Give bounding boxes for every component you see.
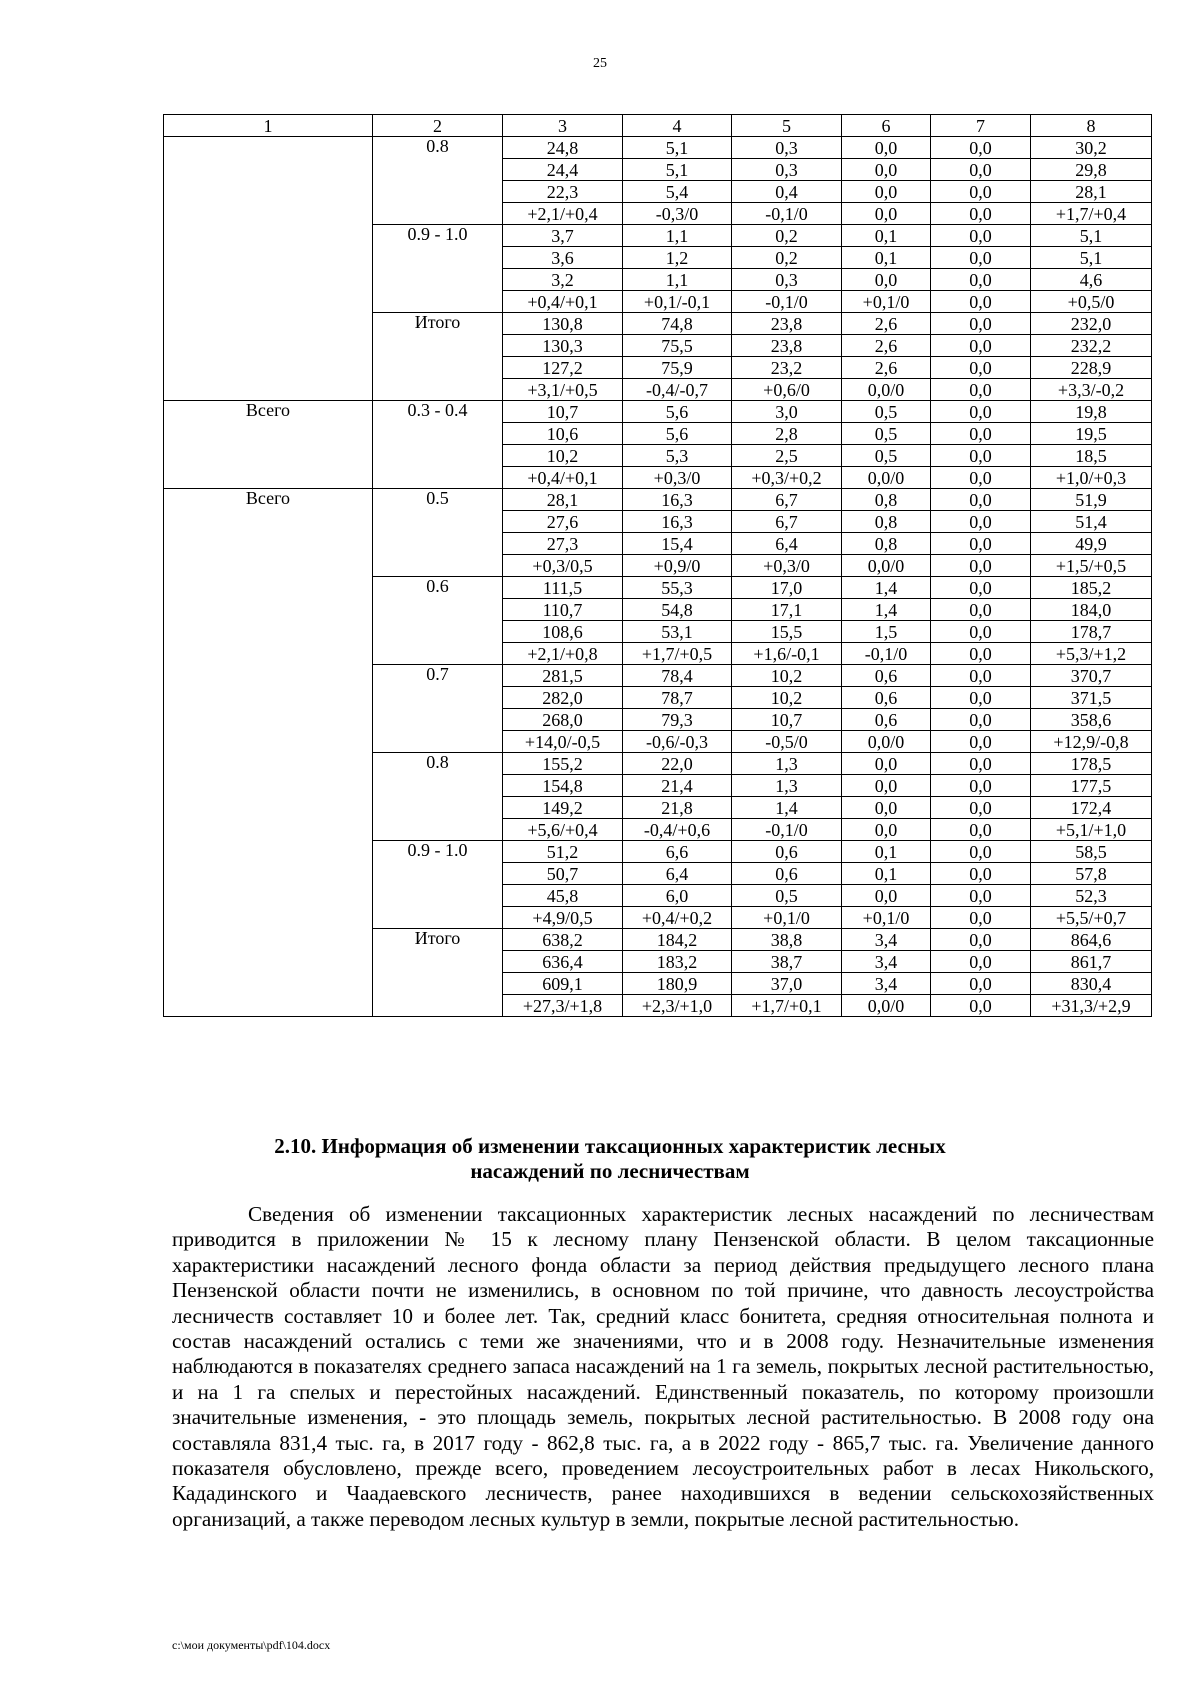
table-header-cell: 2	[373, 115, 503, 137]
table-cell: -0,1/0	[842, 643, 931, 665]
table-cell: 0,0	[931, 181, 1031, 203]
table-cell: 0,0	[931, 929, 1031, 951]
table-cell: 0,0	[931, 775, 1031, 797]
table-cell: +0,9/0	[623, 555, 732, 577]
table-cell: +3,3/-0,2	[1031, 379, 1152, 401]
table-cell: +5,3/+1,2	[1031, 643, 1152, 665]
table-cell: +3,1/+0,5	[503, 379, 623, 401]
table-cell: 0,1	[842, 247, 931, 269]
group-label-cell: 0.7	[373, 665, 503, 753]
table-cell: 23,8	[732, 335, 842, 357]
table-header-cell: 3	[503, 115, 623, 137]
table-cell: 0,3	[732, 269, 842, 291]
table-cell: 0,0/0	[842, 555, 931, 577]
table-cell: 21,4	[623, 775, 732, 797]
table-cell: 5,1	[1031, 247, 1152, 269]
table-cell: +5,1/+1,0	[1031, 819, 1152, 841]
table-cell: +0,5/0	[1031, 291, 1152, 313]
table-cell: +0,3/0,5	[503, 555, 623, 577]
table-cell: 0,0	[931, 159, 1031, 181]
table-cell: 10,6	[503, 423, 623, 445]
table-cell: 15,4	[623, 533, 732, 555]
table-cell: 23,2	[732, 357, 842, 379]
table-cell: 16,3	[623, 489, 732, 511]
table-cell: +0,4/+0,1	[503, 467, 623, 489]
table-cell: 6,4	[732, 533, 842, 555]
table-cell: 27,3	[503, 533, 623, 555]
table-cell: 0,0	[931, 137, 1031, 159]
table-cell: 1,4	[732, 797, 842, 819]
table-cell: 864,6	[1031, 929, 1152, 951]
table-cell: +0,3/+0,2	[732, 467, 842, 489]
table-cell: 861,7	[1031, 951, 1152, 973]
table-cell: +0,4/+0,1	[503, 291, 623, 313]
table-cell: 0,0	[842, 753, 931, 775]
table-cell: 21,8	[623, 797, 732, 819]
table-cell: 0,0	[842, 269, 931, 291]
table-cell: 28,1	[1031, 181, 1152, 203]
group-label-cell: 0.5	[373, 489, 503, 577]
table-cell: 0,0	[842, 137, 931, 159]
table-cell: 155,2	[503, 753, 623, 775]
table-cell: 370,7	[1031, 665, 1152, 687]
table-cell: -0,4/+0,6	[623, 819, 732, 841]
table-header-cell: 5	[732, 115, 842, 137]
table-cell: 0,1	[842, 225, 931, 247]
table-cell: 149,2	[503, 797, 623, 819]
table-cell: 0,0	[931, 863, 1031, 885]
table-cell: +0,3/0	[623, 467, 732, 489]
table-cell: 184,2	[623, 929, 732, 951]
table-cell: 5,4	[623, 181, 732, 203]
table-cell: 0,0	[931, 401, 1031, 423]
table-cell: +1,6/-0,1	[732, 643, 842, 665]
table-cell: 5,6	[623, 401, 732, 423]
table-cell: +12,9/-0,8	[1031, 731, 1152, 753]
table-cell: 0,0	[931, 819, 1031, 841]
table-cell: 0,0	[931, 511, 1031, 533]
table-cell: 5,1	[623, 159, 732, 181]
table-row	[164, 137, 1152, 159]
table-cell: 0,0	[931, 621, 1031, 643]
table-cell: 51,4	[1031, 511, 1152, 533]
table-cell: 0,0	[931, 951, 1031, 973]
section-label-cell: Всего	[164, 489, 373, 1017]
table-cell: 19,8	[1031, 401, 1152, 423]
table-cell: 6,7	[732, 489, 842, 511]
table-cell: 22,0	[623, 753, 732, 775]
table-cell: +1,5/+0,5	[1031, 555, 1152, 577]
table-cell: 17,1	[732, 599, 842, 621]
table-cell: +2,1/+0,8	[503, 643, 623, 665]
table-cell: 1,4	[842, 599, 931, 621]
table-cell: 24,8	[503, 137, 623, 159]
table-cell: 0,0	[931, 445, 1031, 467]
table-cell: 177,5	[1031, 775, 1152, 797]
table-cell: 3,4	[842, 973, 931, 995]
table-cell: 0,8	[842, 533, 931, 555]
table-header-cell: 8	[1031, 115, 1152, 137]
table-cell: 0,0	[931, 973, 1031, 995]
table-cell: 1,3	[732, 775, 842, 797]
section-heading-line-2: насаждений по лесничествам	[470, 1159, 750, 1183]
table-cell: 57,8	[1031, 863, 1152, 885]
table-cell: 0,6	[842, 687, 931, 709]
table-cell: 74,8	[623, 313, 732, 335]
table-cell: 52,3	[1031, 885, 1152, 907]
table-header-cell: 7	[931, 115, 1031, 137]
table-cell: 75,5	[623, 335, 732, 357]
table-cell: 78,4	[623, 665, 732, 687]
table-header-cell: 1	[164, 115, 373, 137]
table-cell: 29,8	[1031, 159, 1152, 181]
table-cell: +0,1/0	[732, 907, 842, 929]
table-cell: 0,0	[931, 379, 1031, 401]
table-cell: 358,6	[1031, 709, 1152, 731]
table-cell: 37,0	[732, 973, 842, 995]
group-label-cell: Итого	[373, 313, 503, 401]
table-cell: 6,4	[623, 863, 732, 885]
table-cell: 0,6	[732, 841, 842, 863]
table-cell: 0,0/0	[842, 995, 931, 1017]
table-cell: 154,8	[503, 775, 623, 797]
table-cell: 3,7	[503, 225, 623, 247]
table-cell: +0,3/0	[732, 555, 842, 577]
table-cell: 1,4	[842, 577, 931, 599]
table-cell: 110,7	[503, 599, 623, 621]
table-cell: 15,5	[732, 621, 842, 643]
table-cell: 3,6	[503, 247, 623, 269]
table-cell: 2,6	[842, 357, 931, 379]
table-cell: 10,2	[732, 687, 842, 709]
table-cell: 0,0	[842, 797, 931, 819]
table-cell: 0,0	[931, 599, 1031, 621]
table-cell: 2,5	[732, 445, 842, 467]
table-cell: 0,3	[732, 159, 842, 181]
table-cell: +5,5/+0,7	[1031, 907, 1152, 929]
table-cell: 0,6	[842, 665, 931, 687]
section-label-cell	[164, 137, 373, 401]
table-cell: 38,8	[732, 929, 842, 951]
table-cell: -0,1/0	[732, 291, 842, 313]
table-cell: 0,0	[842, 159, 931, 181]
table-cell: 0,0	[931, 731, 1031, 753]
table-cell: 0,0	[931, 665, 1031, 687]
group-label-cell: 0.3 - 0.4	[373, 401, 503, 489]
table-cell: 10,7	[732, 709, 842, 731]
table-cell: 0,8	[842, 489, 931, 511]
table-cell: 0,0	[931, 313, 1031, 335]
table-cell: 130,8	[503, 313, 623, 335]
table-cell: 0,6	[732, 863, 842, 885]
table-cell: +2,1/+0,4	[503, 203, 623, 225]
table-cell: 638,2	[503, 929, 623, 951]
table-cell: 0,2	[732, 247, 842, 269]
table-cell: 0,4	[732, 181, 842, 203]
table-cell: 172,4	[1031, 797, 1152, 819]
table-cell: 54,8	[623, 599, 732, 621]
data-table	[163, 114, 1152, 1017]
table-cell: 45,8	[503, 885, 623, 907]
table-cell: 30,2	[1031, 137, 1152, 159]
table-cell: +4,9/0,5	[503, 907, 623, 929]
section-label-cell: Всего	[164, 401, 373, 489]
table-cell: 0,0	[931, 709, 1031, 731]
table-cell: 0,0	[842, 885, 931, 907]
table-cell: +1,7/+0,4	[1031, 203, 1152, 225]
table-header-row	[164, 115, 1152, 137]
table-cell: 130,3	[503, 335, 623, 357]
table-cell: 0,1	[842, 863, 931, 885]
table-cell: 830,4	[1031, 973, 1152, 995]
table-cell: 18,5	[1031, 445, 1152, 467]
table-cell: 0,0	[931, 995, 1031, 1017]
table-cell: 6,0	[623, 885, 732, 907]
table-cell: 0,0	[931, 753, 1031, 775]
table-cell: 0,5	[842, 445, 931, 467]
table-cell: 51,2	[503, 841, 623, 863]
table-cell: 3,4	[842, 929, 931, 951]
table-cell: 49,9	[1031, 533, 1152, 555]
table-cell: 5,1	[623, 137, 732, 159]
table-cell: +0,1/-0,1	[623, 291, 732, 313]
table-cell: 178,5	[1031, 753, 1152, 775]
table-cell: 6,7	[732, 511, 842, 533]
table-cell: 27,6	[503, 511, 623, 533]
group-label-cell: Итого	[373, 929, 503, 1017]
table-cell: 5,6	[623, 423, 732, 445]
table-cell: +2,3/+1,0	[623, 995, 732, 1017]
table-cell: -0,4/-0,7	[623, 379, 732, 401]
table-cell: 184,0	[1031, 599, 1152, 621]
table-cell: -0,1/0	[732, 203, 842, 225]
table-cell: 3,0	[732, 401, 842, 423]
table-cell: 78,7	[623, 687, 732, 709]
table-cell: 79,3	[623, 709, 732, 731]
table-cell: 0,0	[931, 269, 1031, 291]
table-cell: 0,0	[931, 885, 1031, 907]
table-cell: 16,3	[623, 511, 732, 533]
table-cell: 4,6	[1031, 269, 1152, 291]
table-cell: 0,0	[931, 467, 1031, 489]
table-cell: 0,0	[842, 181, 931, 203]
table-cell: 24,4	[503, 159, 623, 181]
table-cell: 0,0	[931, 555, 1031, 577]
table-cell: -0,3/0	[623, 203, 732, 225]
table-header-cell: 4	[623, 115, 732, 137]
table-cell: 0,5	[842, 401, 931, 423]
table-cell: 127,2	[503, 357, 623, 379]
table-cell: 75,9	[623, 357, 732, 379]
group-label-cell: 0.8	[373, 753, 503, 841]
body-text	[172, 1202, 1154, 1532]
table-cell: 0,2	[732, 225, 842, 247]
group-label-cell: 0.6	[373, 577, 503, 665]
table-cell: 55,3	[623, 577, 732, 599]
table-cell: 185,2	[1031, 577, 1152, 599]
table-cell: +27,3/+1,8	[503, 995, 623, 1017]
table-cell: 0,0	[931, 643, 1031, 665]
table-cell: 0,0	[842, 775, 931, 797]
table-cell: 281,5	[503, 665, 623, 687]
table-cell: +5,6/+0,4	[503, 819, 623, 841]
table-cell: 50,7	[503, 863, 623, 885]
table-cell: 0,5	[732, 885, 842, 907]
table-cell: 1,1	[623, 269, 732, 291]
table-cell: 180,9	[623, 973, 732, 995]
table-cell: 2,6	[842, 313, 931, 335]
data-table-container	[163, 114, 1152, 1017]
table-cell: 0,0	[931, 687, 1031, 709]
table-cell: 178,7	[1031, 621, 1152, 643]
table-cell: 22,3	[503, 181, 623, 203]
table-cell: 0,0	[931, 225, 1031, 247]
table-cell: 0,0	[931, 841, 1031, 863]
table-cell: 2,8	[732, 423, 842, 445]
table-cell: 0,0	[931, 907, 1031, 929]
table-cell: +0,1/0	[842, 291, 931, 313]
table-cell: 6,6	[623, 841, 732, 863]
table-cell: 10,2	[732, 665, 842, 687]
table-cell: 0,5	[842, 423, 931, 445]
table-cell: +1,7/+0,5	[623, 643, 732, 665]
table-cell: 0,0/0	[842, 467, 931, 489]
table-cell: 23,8	[732, 313, 842, 335]
table-cell: 609,1	[503, 973, 623, 995]
table-cell: +0,4/+0,2	[623, 907, 732, 929]
table-cell: 282,0	[503, 687, 623, 709]
table-cell: +1,0/+0,3	[1031, 467, 1152, 489]
table-cell: -0,6/-0,3	[623, 731, 732, 753]
table-cell: +14,0/-0,5	[503, 731, 623, 753]
body-paragraph: Сведения об изменении таксационных характеристик лесных насаждений по лесничествам приводится в приложении № 15 к лесному плану Пензенской области. В целом таксационные характеристики насаждений лесного фонда области за период действия предыдущего лесного плана Пензенской области почти не изменились, в основном по той причине, что давность лесоустройства лесничеств составляет 10 и более лет. Так, средний класс бонитета, средняя относительная полнота и состав насаждений остались с теми же значениями, что и в 2008 году. Незначительные изменения наблюдаются в показателях среднего запаса насаждений на 1 га земель, покрытых лесной растительностью, и на 1 га спелых и перестойных насаждений. Единственный показатель, по которому произошли значительные изменения, - это площадь земель, покрытых лесной растительностью. В 2008 году она составляла 831,4 тыс. га, в 2017 году - 862,8 тыс. га, а в 2022 году - 865,7 тыс. га. Увеличение данного показателя обусловлено, прежде всего, проведением лесоустроительных работ в лесах Никольского, Кададинского и Чаадаевского лесничеств, ранее находившихся в ведении сельскохозяйственных организаций, а также переводом лесных культур в земли, покрытые лесной растительностью.	[172, 1202, 1154, 1531]
table-cell: 0,0/0	[842, 731, 931, 753]
table-cell: 108,6	[503, 621, 623, 643]
table-cell: 10,2	[503, 445, 623, 467]
table-cell: 51,9	[1031, 489, 1152, 511]
table-cell: 19,5	[1031, 423, 1152, 445]
table-cell: 1,1	[623, 225, 732, 247]
table-cell: 3,4	[842, 951, 931, 973]
table-cell: 636,4	[503, 951, 623, 973]
table-cell: 3,2	[503, 269, 623, 291]
table-cell: 0,0/0	[842, 379, 931, 401]
table-cell: 371,5	[1031, 687, 1152, 709]
table-cell: 1,5	[842, 621, 931, 643]
table-cell: 28,1	[503, 489, 623, 511]
table-cell: 10,7	[503, 401, 623, 423]
table-cell: 0,8	[842, 511, 931, 533]
table-row	[164, 401, 1152, 423]
table-cell: 1,2	[623, 247, 732, 269]
page-number: 25	[593, 56, 607, 71]
table-cell: 0,0	[842, 203, 931, 225]
group-label-cell: 0.9 - 1.0	[373, 841, 503, 929]
table-cell: 5,1	[1031, 225, 1152, 247]
table-cell: 183,2	[623, 951, 732, 973]
table-cell: 38,7	[732, 951, 842, 973]
table-cell: +0,1/0	[842, 907, 931, 929]
table-cell: 1,3	[732, 753, 842, 775]
table-cell: 0,0	[931, 203, 1031, 225]
table-cell: -0,1/0	[732, 819, 842, 841]
table-row	[164, 489, 1152, 511]
table-cell: 0,0	[931, 291, 1031, 313]
table-cell: 228,9	[1031, 357, 1152, 379]
group-label-cell: 0.8	[373, 137, 503, 225]
table-cell: 0,1	[842, 841, 931, 863]
table-cell: +1,7/+0,1	[732, 995, 842, 1017]
table-cell: 0,0	[931, 357, 1031, 379]
section-heading-line-1: 2.10. Информация об изменении таксационных характеристик лесных	[274, 1134, 946, 1158]
table-cell: 0,0	[931, 335, 1031, 357]
table-cell: 0,0	[931, 797, 1031, 819]
table-cell: 111,5	[503, 577, 623, 599]
table-cell: 0,0	[931, 423, 1031, 445]
section-heading	[180, 1134, 1040, 1184]
table-cell: 0,0	[931, 489, 1031, 511]
table-header-cell: 6	[842, 115, 931, 137]
footer-file-path: c:\мои документы\pdf\104.docx	[172, 1638, 331, 1652]
table-cell: 5,3	[623, 445, 732, 467]
table-cell: 58,5	[1031, 841, 1152, 863]
table-cell: 53,1	[623, 621, 732, 643]
table-cell: 17,0	[732, 577, 842, 599]
group-label-cell: 0.9 - 1.0	[373, 225, 503, 313]
table-cell: 2,6	[842, 335, 931, 357]
table-cell: 0,0	[931, 533, 1031, 555]
table-cell: 0,3	[732, 137, 842, 159]
table-cell: +31,3/+2,9	[1031, 995, 1152, 1017]
table-cell: 232,0	[1031, 313, 1152, 335]
table-cell: 0,6	[842, 709, 931, 731]
table-cell: 268,0	[503, 709, 623, 731]
table-cell: 0,0	[842, 819, 931, 841]
table-cell: -0,5/0	[732, 731, 842, 753]
table-cell: 0,0	[931, 247, 1031, 269]
table-cell: 232,2	[1031, 335, 1152, 357]
table-cell: 0,0	[931, 577, 1031, 599]
table-cell: +0,6/0	[732, 379, 842, 401]
